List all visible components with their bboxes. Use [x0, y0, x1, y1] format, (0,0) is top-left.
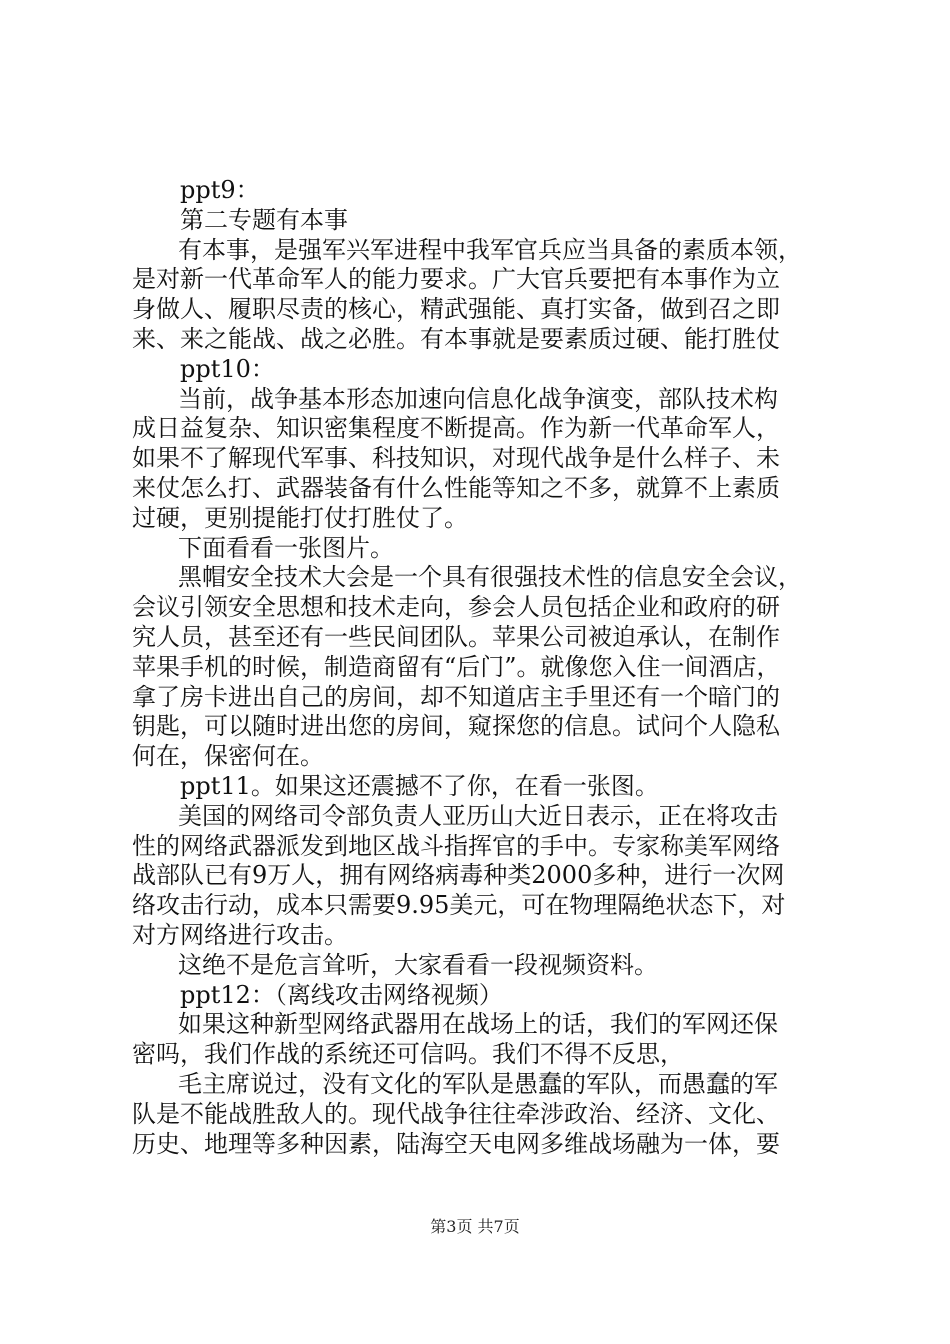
paragraph-line: 下面看看一张图片。	[178, 533, 394, 562]
page-number-label: 第3页 共7页	[430, 1217, 520, 1236]
paragraph-line: 来、来之能战、战之必胜。有本事就是要素质过硬、能打胜仗	[132, 324, 780, 353]
paragraph-line: 拿了房卡进出自己的房间，却不知道店主手里还有一个暗门的	[132, 682, 780, 711]
paragraph-line: 如果不了解现代军事、科技知识，对现代战争是什么样子、未	[132, 444, 780, 473]
paragraph-line: 当前，战争基本形态加速向信息化战争演变，部队技术构	[178, 384, 778, 413]
paragraph-line: 美国的网络司令部负责人亚历山大近日表示，正在将攻击	[178, 801, 778, 830]
paragraph-line: 成日益复杂、知识密集程度不断提高。作为新一代革命军人，	[132, 414, 780, 443]
page-footer	[0, 1214, 950, 1237]
paragraph-line: 对方网络进行攻击。	[132, 920, 348, 949]
heading-ppt9: ppt9：	[180, 176, 260, 204]
paragraph-line: 黑帽安全技术大会是一个具有很强技术性的信息安全会议，	[178, 563, 802, 592]
paragraph-line: 毛主席说过，没有文化的军队是愚蠢的军队，而愚蠢的军	[178, 1069, 778, 1098]
heading-ppt10: ppt10：	[180, 354, 275, 383]
paragraph-line: 络攻击行动，成本只需要9.95美元，可在物理隔绝状态下，对	[132, 891, 786, 920]
paragraph-line: 究人员，甚至还有一些民间团队。苹果公司被迫承认，在制作	[132, 622, 780, 651]
document-body	[132, 176, 832, 1159]
paragraph-line: 这绝不是危言耸听，大家看看一段视频资料。	[178, 950, 658, 979]
paragraph-line: 会议引领安全思想和技术走向，参会人员包括企业和政府的研	[132, 593, 780, 622]
heading-ppt11: ppt11。如果这还震撼不了你，在看一张图。	[180, 771, 659, 800]
paragraph-line: 过硬，更别提能打仗打胜仗了。	[132, 503, 468, 532]
section-title: 第二专题有本事	[180, 205, 348, 234]
paragraph-line: 性的网络武器派发到地区战斗指挥官的手中。专家称美军网络	[132, 831, 780, 860]
paragraph-line: 何在，保密何在。	[132, 742, 324, 771]
paragraph-line: 队是不能战胜敌人的。现代战争往往牵涉政治、经济、文化、	[132, 1099, 780, 1128]
paragraph-line: 来仗怎么打、武器装备有什么性能等知之不多，就算不上素质	[132, 473, 780, 502]
paragraph-line: 钥匙，可以随时进出您的房间，窥探您的信息。试问个人隐私	[132, 712, 780, 741]
paragraph-line: 战部队已有9万人，拥有网络病毒种类2000多种，进行一次网	[132, 861, 785, 890]
heading-ppt12: ppt12：（离线攻击网络视频）	[180, 980, 503, 1009]
paragraph-line: 有本事，是强军兴军进程中我军官兵应当具备的素质本领，	[178, 235, 802, 264]
paragraph-line: 身做人、履职尽责的核心，精武强能、真打实备，做到召之即	[132, 295, 780, 324]
paragraph-line: 如果这种新型网络武器用在战场上的话，我们的军网还保	[178, 1010, 778, 1039]
paragraph-line: 历史、地理等多种因素，陆海空天电网多维战场融为一体，要	[132, 1129, 780, 1158]
paragraph-line: 是对新一代革命军人的能力要求。广大官兵要把有本事作为立	[132, 265, 780, 294]
paragraph-line: 苹果手机的时候，制造商留有“后门”。就像您入住一间酒店，	[132, 652, 781, 681]
paragraph-line: 密吗，我们作战的系统还可信吗。我们不得不反思，	[132, 1040, 684, 1069]
